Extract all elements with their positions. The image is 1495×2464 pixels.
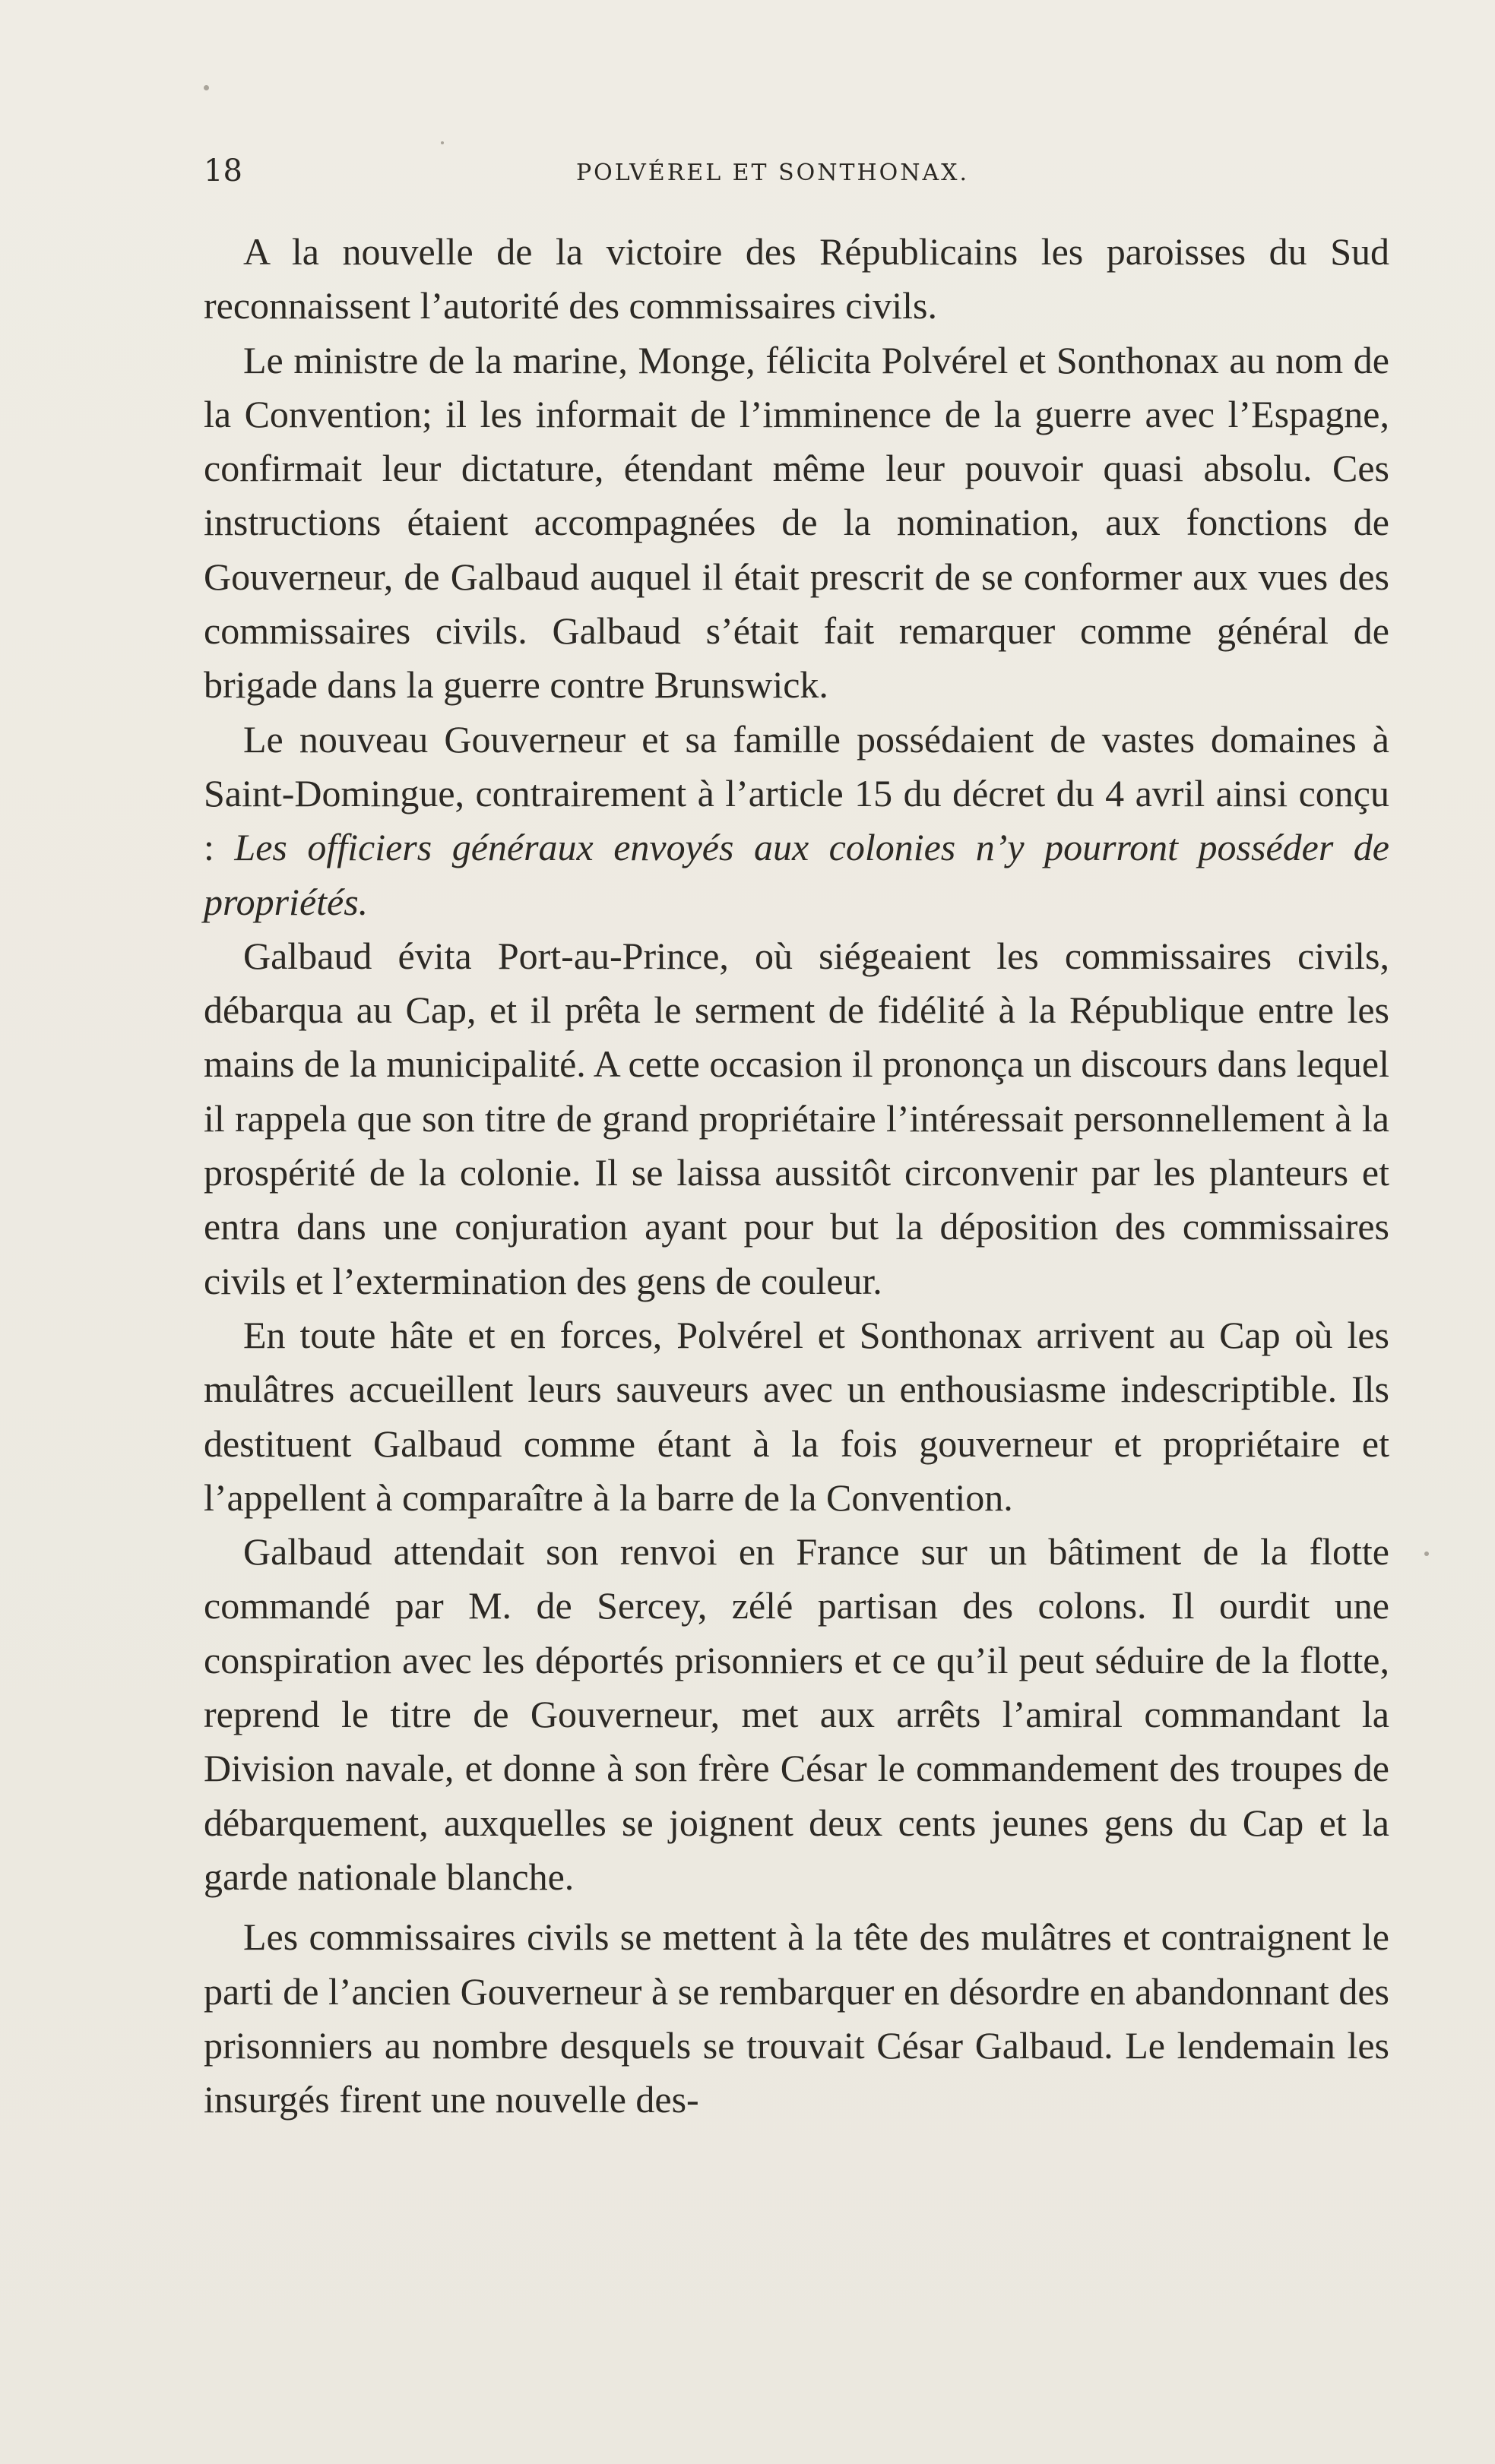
paragraph-victoire: A la nouvelle de la victoire des Républicains les paroisses du Sud reconnaissent l’autorité des commissaires civils. [204,230,1389,327]
decree-quotation: Les officiers généraux envoyés aux colonies n’y pourront posséder de propriétés. [204,826,1389,923]
paper-speck [204,85,209,90]
paragraph-gouverneur [204,713,1389,929]
paragraph-renvoi: Galbaud attendait son renvoi en France sur un bâtiment de la flotte commandé par M. de Sercey, zélé partisan des colons. Il ourdit une conspiration avec les déportés prisonniers et ce qu’il peut séduire de la flotte, reprend le titre de Gouverneur, met aux arrêts l’amiral commandant la Division navale, et donne à son frère César le commandement des troupes de débarquement, auxquelles se joignent deux cents jeunes gens du Cap et la garde nationale blanche. [204,1530,1389,1898]
paragraph-commissaires: Les commissaires civils se mettent à la tête des mulâtres et contraignent le parti de l’ancien Gouverneur à se rembarquer en désordre en abandonnant des prisonniers au nombre desquels se trouvait César Galbaud. Le lendemain les insurgés firent une nouvelle des- [204,1915,1389,2121]
paper-speck [1424,1551,1429,1556]
running-title: POLVÉREL ET SONTHONAX. [576,160,970,186]
paragraph-port-au-prince: Galbaud évita Port-au-Prince, où siégeaient les commissaires civils, débarqua au Cap, et il prêta le serment de fidélité à la République entre les mains de la municipalité. A cette occasion il prononça un discours dans lequel il rappela que son titre de grand propriétaire l’intéressait personnellement à la prospérité de la colonie. Il se laissa aussitôt circonvenir par les planteurs et entra dans une conjuration ayant pour but la déposition des commissaires civils et l’extermination des gens de couleur. [204,934,1389,1302]
paragraph-au-cap: En toute hâte et en forces, Polvérel et Sonthonax arrivent au Cap où les mulâtres accueillent leurs sauveurs avec un enthousiasme indescriptible. Ils destituent Galbaud comme étant à la fois gouverneur et propriétaire et l’appellent à comparaître à la barre de la Convention. [204,1313,1389,1519]
body-text [204,225,1389,2127]
page-number: 18 [204,153,242,188]
paragraph-gouverneur-text: Le nouveau Gouverneur et sa famille possédaient de vastes domaines à Saint-Domingue, contrairement à l’article 15 du décret du 4 avril ainsi conçu : [204,717,1389,869]
paper-speck [441,141,444,144]
paragraph-monge: Le ministre de la marine, Monge, félicita Polvérel et Sonthonax au nom de la Convention; il les informait de l’imminence de la guerre avec l’Espagne, confirmait leur dictature, étendant même leur pouvoir quasi absolu. Ces instructions étaient accompagnées de la nomination, aux fonctions de Gouverneur, de Galbaud auquel il était prescrit de se conformer aux vues des commissaires civils. Galbaud s’était fait remarquer comme général de brigade dans la guerre contre Brunswick. [204,338,1389,707]
running-head [204,153,1389,199]
